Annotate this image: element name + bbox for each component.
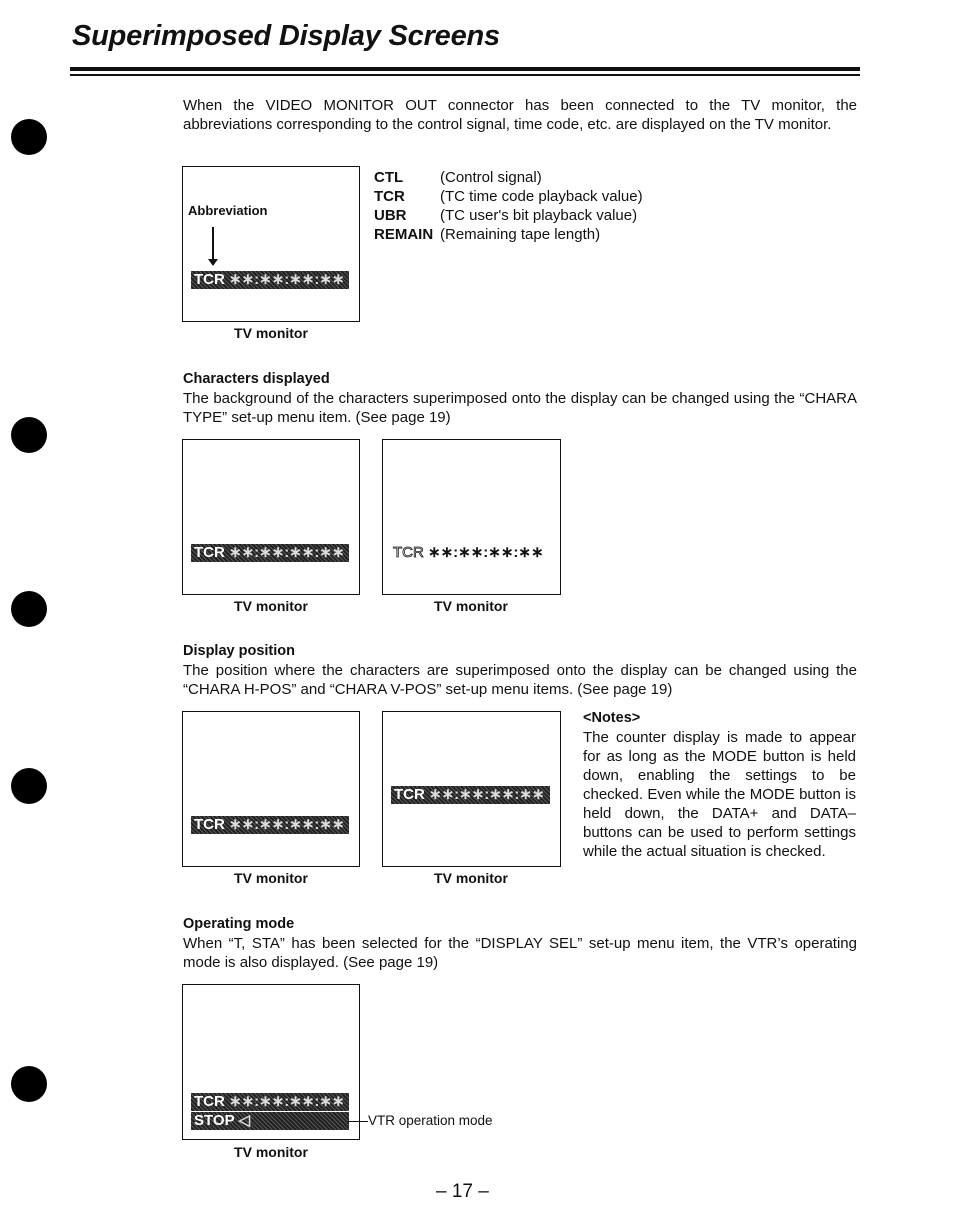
tc-label: TCR xyxy=(394,786,425,803)
abbr-desc: (TC user's bit playback value) xyxy=(440,207,638,224)
abbr-code: UBR xyxy=(374,207,407,224)
monitor-caption: TV monitor xyxy=(434,598,508,614)
superimpose-bar xyxy=(191,1093,349,1111)
abbreviation-row xyxy=(374,225,643,244)
superimpose-bar xyxy=(191,544,349,562)
binder-hole xyxy=(11,591,47,627)
section-body-position: The position where the characters are superimposed onto the display can be changed using the “CHARA H-POS” and “CHARA V-POS” set-up menu items. (See page 19) xyxy=(183,662,857,698)
section-heading-position: Display position xyxy=(183,643,295,659)
binder-hole xyxy=(11,768,47,804)
header-rule-thin xyxy=(70,74,860,76)
vtr-mode-label: VTR operation mode xyxy=(368,1113,493,1128)
tc-value: ∗∗:∗∗:∗∗:∗∗ xyxy=(229,816,345,833)
tc-value: ∗∗:∗∗:∗∗:∗∗ xyxy=(229,1093,345,1110)
tc-label: TCR xyxy=(194,1093,225,1110)
arrow-line xyxy=(212,227,214,263)
abbr-desc: (Control signal) xyxy=(440,169,542,186)
section-body-characters: The background of the characters superimposed onto the display can be changed using the “CHARA TYPE” set-up menu item. (See page 19) xyxy=(183,390,857,426)
superimpose-text xyxy=(393,544,544,562)
abbreviation-list xyxy=(374,168,643,244)
binder-hole xyxy=(11,119,47,155)
abbreviation-row xyxy=(374,168,643,187)
abbr-desc: (Remaining tape length) xyxy=(440,226,601,243)
page-number: – 17 – xyxy=(436,1181,489,1202)
page-title: Superimposed Display Screens xyxy=(72,20,500,52)
tc-label: TCR xyxy=(194,816,225,833)
abbr-code: REMAIN xyxy=(374,226,434,243)
binder-hole xyxy=(11,1066,47,1102)
tv-monitor-no-background xyxy=(382,439,561,595)
stop-label: STOP xyxy=(194,1112,235,1129)
tc-value: ∗∗:∗∗:∗∗:∗∗ xyxy=(429,786,545,803)
tv-monitor-position-low xyxy=(182,711,360,867)
section-heading-operating: Operating mode xyxy=(183,916,295,932)
abbreviation-label: Abbreviation xyxy=(188,203,268,218)
tv-monitor-operating-mode xyxy=(182,984,360,1140)
callout-line xyxy=(348,1121,368,1122)
vtr-mode-bar xyxy=(191,1112,349,1130)
superimpose-bar xyxy=(391,786,550,804)
monitor-caption: TV monitor xyxy=(434,870,508,886)
tv-monitor-diagram xyxy=(182,166,360,322)
notes-heading: <Notes> xyxy=(583,710,641,726)
section-body-operating: When “T, STA” has been selected for the “DISPLAY SEL” set-up menu item, the VTR’s operating mode is also displayed. (See page 19) xyxy=(183,935,857,971)
header-rule xyxy=(70,67,860,71)
abbreviation-row xyxy=(374,206,643,225)
tc-value: ∗∗:∗∗:∗∗:∗∗ xyxy=(229,271,345,288)
tv-monitor-position-high xyxy=(382,711,561,867)
monitor-caption: TV monitor xyxy=(234,325,308,341)
monitor-caption: TV monitor xyxy=(234,1144,308,1160)
binder-hole xyxy=(11,417,47,453)
monitor-caption: TV monitor xyxy=(234,870,308,886)
stop-arrow-icon: ◁ xyxy=(238,1112,251,1129)
tc-label: TCR xyxy=(393,544,424,561)
monitor-caption: TV monitor xyxy=(234,598,308,614)
superimpose-bar xyxy=(191,816,349,834)
abbr-desc: (TC time code playback value) xyxy=(440,188,643,205)
tc-label: TCR xyxy=(194,544,225,561)
abbreviation-row xyxy=(374,187,643,206)
tc-value: ∗∗:∗∗:∗∗:∗∗ xyxy=(229,544,345,561)
superimpose-bar xyxy=(191,271,349,289)
tv-monitor-black-background xyxy=(182,439,360,595)
section-heading-characters: Characters displayed xyxy=(183,371,330,387)
tc-value: ∗∗:∗∗:∗∗:∗∗ xyxy=(428,544,544,561)
tc-label: TCR xyxy=(194,271,225,288)
abbr-code: CTL xyxy=(374,169,404,186)
abbr-code: TCR xyxy=(374,188,405,205)
intro-paragraph: When the VIDEO MONITOR OUT connector has been connected to the TV monitor, the abbreviations corresponding to the control signal, time code, etc. are displayed on the TV monitor. xyxy=(183,97,857,133)
notes-body: The counter display is made to appear for as long as the MODE button is held down, enabling the settings to be checked. Even while the MODE button is held down, the DATA+ and DATA– buttons can be used to perform settings while the actual situation is checked. xyxy=(583,729,856,860)
arrow-down-icon xyxy=(208,259,218,266)
